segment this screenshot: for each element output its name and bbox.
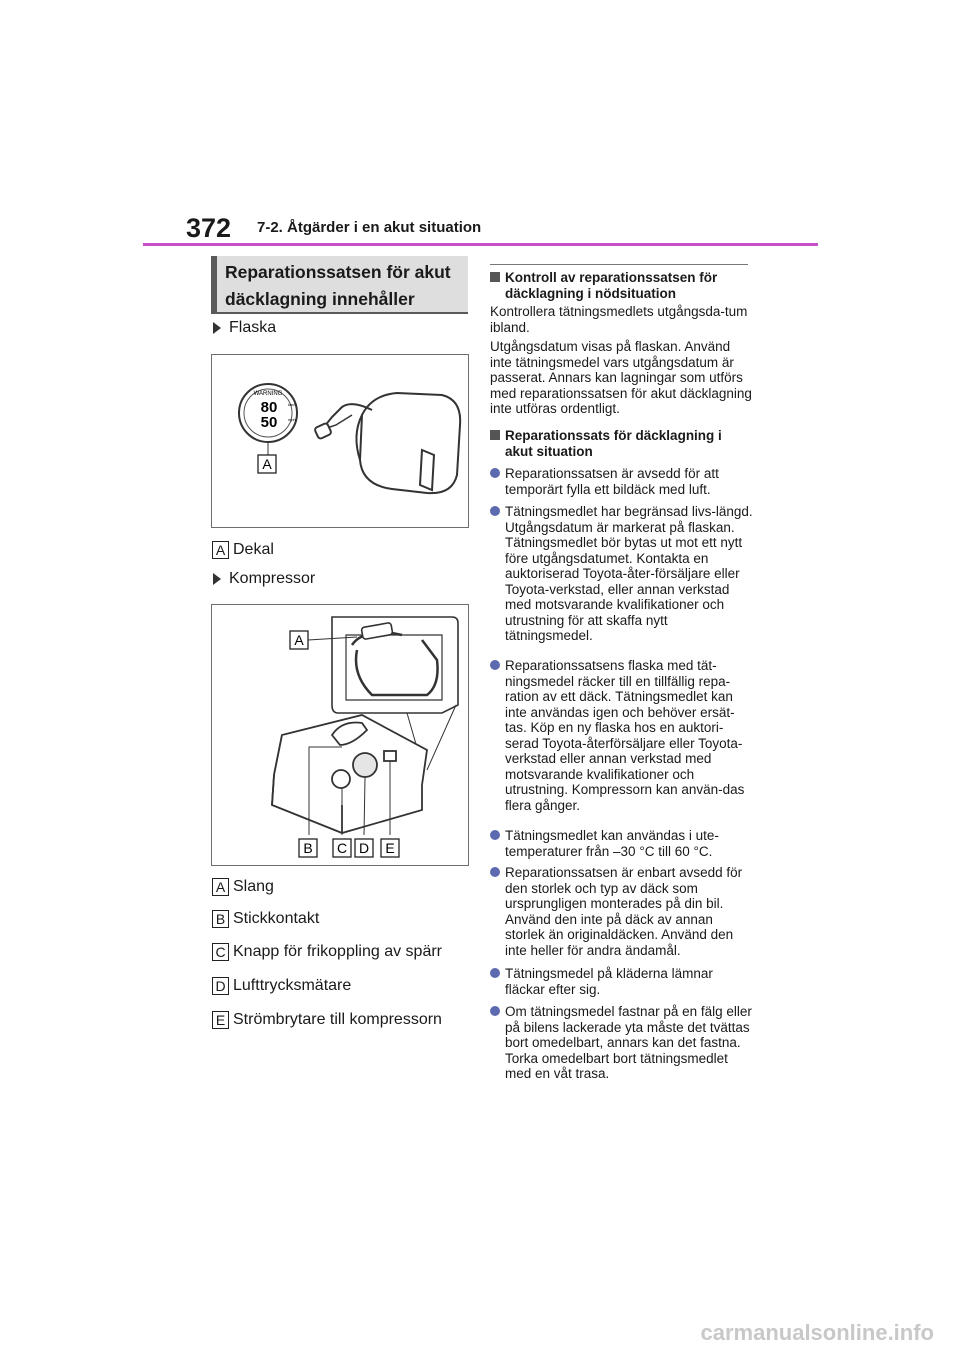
decal-top-value: 80 [260, 399, 278, 416]
fig2-callout-b: B [303, 840, 313, 856]
round-bullet-icon [490, 968, 500, 978]
fig2-legend-c [212, 943, 442, 961]
legend-text: Slang [233, 878, 274, 895]
legend-key: E [212, 1011, 229, 1029]
fig2-legend-d [212, 977, 351, 995]
legend-key: B [212, 910, 229, 928]
kit-check-paragraph-2: Utgångsdatum visas på flaskan. Använd inte tätningsmedel vars utgångsdatum är passerat. Annars kan lagningar som utförs med reparationssatsen för akut däcklagning inte utföras ordentligt. [490, 339, 752, 416]
fig1-legend-a [212, 541, 274, 559]
legend-text: Strömbrytare till kompressorn [233, 1011, 442, 1028]
section-title: 7-2. Åtgärder i en akut situation [257, 219, 482, 236]
square-bullet-icon [490, 430, 500, 440]
compressor-figure [211, 604, 469, 866]
decal-bottom-value: 50 [260, 414, 278, 431]
bottle-figure [211, 354, 469, 528]
flaska-label: Flaska [229, 319, 277, 336]
fig2-callout-d: D [358, 840, 370, 856]
fig2-legend-b [212, 910, 319, 928]
legend-key: A [212, 541, 229, 559]
decal-warning-text: WARNING [253, 391, 283, 397]
fig2-callout-e: E [385, 840, 395, 856]
kompressor-label: Kompressor [229, 570, 316, 587]
fig2-callout-c: C [336, 840, 348, 856]
triangle-bullet-icon [213, 322, 221, 334]
decal-sticker-icon [239, 384, 297, 455]
legend-text: Dekal [233, 541, 274, 558]
header-divider [143, 243, 818, 246]
legend-key: C [212, 943, 229, 961]
legend-key: A [212, 878, 229, 896]
compressor-illustration [212, 605, 468, 865]
kompressor-item [213, 570, 315, 588]
flaska-item [213, 319, 276, 337]
heading-underline [211, 312, 468, 314]
decal-unit-kmh: km/h [288, 402, 297, 407]
compressor-body-icon [272, 715, 427, 833]
square-bullet-icon [490, 272, 500, 282]
legend-text: Lufttrycksmätare [233, 977, 352, 994]
fig2-legend-a [212, 878, 274, 896]
legend-text: Knapp för frikoppling av spärr [233, 943, 442, 960]
sealant-bottle-illustration [212, 355, 468, 527]
bottle-icon [314, 393, 460, 493]
kit-check-paragraph-1: Kontrollera tätningsmedlets utgångsda-tum ibland. [490, 304, 748, 335]
round-bullet-icon [490, 660, 500, 670]
kit-contents-heading: Reparationssatsen för akut däcklagning innehåller [211, 256, 468, 312]
page-number: 372 [186, 213, 232, 243]
round-bullet-icon [490, 506, 500, 516]
round-bullet-icon [490, 468, 500, 478]
round-bullet-icon [490, 867, 500, 877]
round-bullet-icon [490, 1006, 500, 1016]
legend-text: Stickkontakt [233, 910, 320, 927]
right-column-rule [490, 264, 748, 265]
round-bullet-icon [490, 830, 500, 840]
decal-unit-mph: mph [288, 417, 296, 422]
fig2-legend-e [212, 1011, 442, 1029]
site-watermark[interactable]: carmanualsonline.info [700, 1320, 934, 1345]
hose-inset-icon [332, 617, 458, 713]
fig1-callout-a: A [262, 456, 272, 472]
legend-key: D [212, 977, 229, 995]
triangle-bullet-icon [213, 573, 221, 585]
fig2-callout-a: A [294, 632, 304, 648]
